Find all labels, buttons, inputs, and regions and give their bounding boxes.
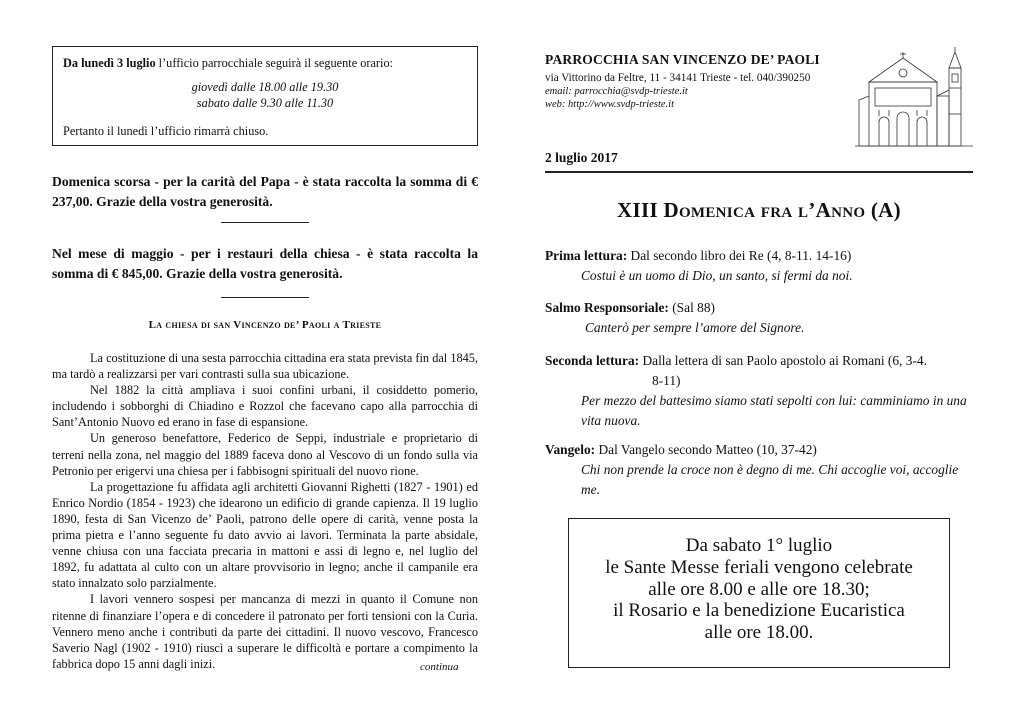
psalm-quote: Canterò per sempre l’amore del Signore.: [585, 320, 805, 335]
history-paragraph-4: La progettazione fu affidata agli architetti Giovanni Righetti (1827 - 1901) ed Enrico Nordio (1854 - 1923) che idearono un edificio di grande capienza. Il 19 luglio 1890, festa di San Vicenzo de’ Paoli, patrono delle opere di carità, venne posta la prima pietra e l’anno seguente fu dato avvio ai lavori. Terminata la parte absidale, venne chiusa con una facciata precaria in mattoni e assi di legno e, nel luglio del 1892, fu adattata al culto con un altare provvisorio in legno; anche il campanile era stato innalzato solo parzialmente.: [52, 479, 478, 591]
history-paragraph-2: Nel 1882 la città ampliava i suoi confini urbani, il cosiddetto pomerio, includendo i sobborghi di Chiadino e Rozzol che facevano capo alla parrocchia di Sant’Antonio Nuovo ed erano in fase di espansione.: [52, 383, 478, 430]
notice-hours-1: giovedì dalle 18.00 alle 19.30: [191, 80, 339, 94]
history-paragraph-3: Un generoso benefattore, Federico de Seppi, industriale e proprietario di terreni nella zona, nel maggio del 1889 faceva dono al Vescovo di un fondo sulla via Petronio per erigervi una chiesa per i fabbisogni spirituali del nuovo rione.: [52, 431, 478, 478]
announcement-line-2: le Sante Messe feriali vengono celebrate: [605, 556, 913, 578]
bulletin-date: 2 luglio 2017: [545, 150, 618, 165]
sunday-title: XIII Domenica fra l’Anno (A): [617, 198, 901, 222]
announcement-line-3: alle ore 8.00 e alle ore 18.30;: [648, 578, 870, 600]
separator-1: [221, 222, 309, 223]
parish-web: web: http://www.svdp-trieste.it: [545, 99, 675, 110]
gospel-quote: Chi non prende la croce non è degno di me. Chi accoglie voi, accoglie me.: [581, 462, 959, 497]
history-title: La chiesa di san Vincenzo de’ Paoli a Trieste: [148, 319, 382, 331]
parish-name: PARROCCHIA SAN VINCENZO DE’ PAOLI: [545, 52, 820, 67]
mass-schedule-announcement: [568, 518, 950, 668]
history-text: [52, 350, 478, 672]
parish-address: via Vittorino da Feltre, 11 - 34141 Trieste - tel. 040/390250: [545, 72, 811, 84]
psalm: Salmo Responsoriale: (Sal 88) Canterò per sempre l’amore del Signore.: [545, 298, 973, 338]
history-paragraph-5: I lavori vennero sospesi per mancanza di mezzi in quanto il Comune non ritenne di finanziare l’opera e di concedere il patronato per forti tensioni con la Curia. Vennero meno anche i contributi da parte dei cittadini. Il nuovo vescovo, Francesco Saverio Nagl (1902 - 1910) riuscì a superare le difficoltà e portare a compimento la fabbrica dopo 15 anni dagli inizi.: [52, 592, 478, 671]
collection-note-1: Domenica scorsa - per la carità del Papa - è stata raccolta la somma di € 237,00. Grazie della vostra generosità.: [52, 174, 478, 209]
notice-line1: Da lunedì 3 luglio l’ufficio parrocchiale seguirà il seguente orario:: [63, 56, 394, 70]
continued-label: continua: [420, 661, 459, 673]
second-reading: Seconda lettura: Dalla lettera di san Paolo apostolo ai Romani (6, 3-4. 8-11) Per mezzo del battesimo siamo stati sepolti con lui: camminiamo in una vita nuova.: [545, 351, 973, 431]
parish-email: email: parrocchia@svdp-trieste.it: [545, 86, 688, 97]
office-hours-notice: [52, 46, 478, 146]
second-reading-quote: Per mezzo del battesimo siamo stati sepolti con lui: camminiamo in una vita nuova.: [581, 393, 967, 428]
collection-note-2: Nel mese di maggio - per i restauri della chiesa - è stata raccolta la somma di € 845,00. Grazie della vostra generosità.: [52, 246, 478, 281]
first-reading: Prima lettura: Dal secondo libro dei Re (4, 8-11. 14-16) Costui è un uomo di Dio, un santo, si fermi da noi.: [545, 246, 973, 286]
separator-2: [221, 297, 309, 298]
history-paragraph-1: La costituzione di una sesta parrocchia cittadina era stata prevista fin dal 1845, ma tardò a realizzarsi per vari contrasti sulla sua ubicazione.: [52, 351, 478, 382]
announcement-line-4: il Rosario e la benedizione Eucaristica: [613, 600, 905, 622]
church-illustration: [855, 44, 973, 150]
header-rule: [545, 171, 973, 173]
announcement-line-5: alle ore 18.00.: [704, 622, 814, 644]
first-reading-quote: Costui è un uomo di Dio, un santo, si fermi da noi.: [581, 268, 853, 283]
notice-hours-2: sabato dalle 9.30 alle 11.30: [196, 96, 334, 110]
gospel: Vangelo: Dal Vangelo secondo Matteo (10, 37-42) Chi non prende la croce non è degno di me. Chi accoglie voi, accoglie me.: [545, 440, 973, 500]
announcement-line-1: Da sabato 1° luglio: [685, 535, 833, 556]
notice-footer: Pertanto il lunedì l’ufficio rimarrà chiuso.: [63, 124, 269, 138]
